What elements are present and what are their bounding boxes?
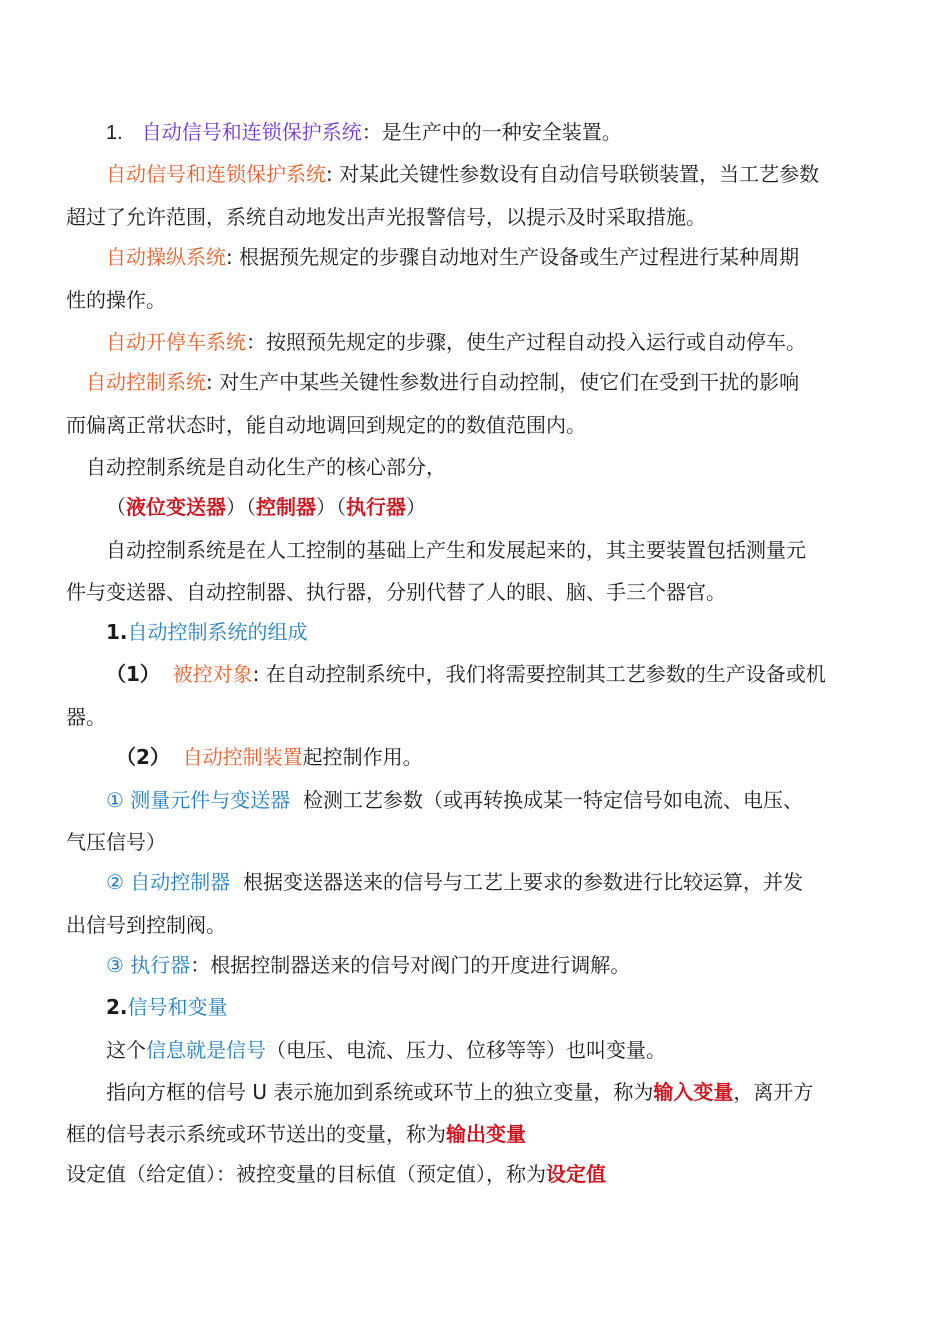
text-segment: 输出变量 xyxy=(446,1122,526,1146)
text-segment: 自动控制系统是在人工控制的基础上产生和发展起来的，其主要装置包括测量元 xyxy=(106,538,806,562)
text-segment: 执行器 xyxy=(346,495,406,519)
text-line xyxy=(0,578,950,606)
text-segment: 信号和变量 xyxy=(127,995,228,1019)
text-line xyxy=(0,868,950,896)
text-line xyxy=(0,368,950,396)
text-segment: ） xyxy=(406,495,426,519)
text-segment: 出信号到控制阀。 xyxy=(66,913,226,937)
text-segment: ，离开方 xyxy=(733,1080,814,1104)
text-line xyxy=(0,411,950,439)
text-line xyxy=(0,493,950,521)
text-segment: 信息就是信号 xyxy=(146,1038,266,1062)
text-line xyxy=(0,203,950,231)
text-line xyxy=(0,743,950,771)
text-segment: 这个 xyxy=(106,1038,146,1062)
text-segment: ）（ xyxy=(316,495,346,519)
text-segment: : 对某此关键性参数设有自动信号联锁装置，当工艺参数 xyxy=(326,162,820,186)
text-line xyxy=(0,786,950,814)
text-line xyxy=(0,1160,950,1188)
text-segment: 自动信号和连锁保护系统 xyxy=(122,120,362,144)
text-segment: （ xyxy=(106,495,126,519)
text-segment: : 在自动控制系统中，我们将需要控制其工艺参数的生产设备或机 xyxy=(252,662,826,686)
text-segment: 起控制作用。 xyxy=(302,745,423,769)
text-segment: 设定值 xyxy=(546,1162,606,1186)
text-line xyxy=(0,1036,950,1064)
text-line xyxy=(0,1120,950,1148)
text-segment: （1） xyxy=(106,662,160,686)
text-segment: 自动信号和连锁保护系统 xyxy=(106,162,326,186)
text-segment: 自动控制装置 xyxy=(169,745,303,769)
text-line xyxy=(0,703,950,731)
text-segment: ① 测量元件与变送器 xyxy=(106,788,291,812)
text-segment: 指向方框的信号 U 表示施加到系统或环节上的独立变量，称为 xyxy=(106,1080,654,1104)
text-segment: 而偏离正常状态时，能自动地调回到规定的的数值范围内。 xyxy=(66,413,586,437)
text-segment: 液位变送器 xyxy=(126,495,226,519)
text-line xyxy=(0,243,950,271)
text-segment: 设定值（给定值）：被控变量的目标值（预定值），称为 xyxy=(66,1162,546,1186)
text-segment: 1. xyxy=(106,122,123,144)
text-segment: 气压信号） xyxy=(66,830,166,854)
text-line xyxy=(0,951,950,979)
text-segment: （2） xyxy=(116,745,170,769)
text-line xyxy=(0,618,950,646)
text-line xyxy=(0,828,950,856)
text-line xyxy=(0,993,950,1021)
text-line xyxy=(0,286,950,314)
text-segment: ：根据控制器送来的信号对阀门的开度进行调解。 xyxy=(190,953,631,977)
text-segment: ）（ xyxy=(226,495,256,519)
text-segment: （电压、电流、压力、位移等等）也叫变量。 xyxy=(266,1038,666,1062)
text-line xyxy=(0,160,950,188)
text-segment: 件与变送器、自动控制器、执行器，分别代替了人的眼、脑、手三个器官。 xyxy=(66,580,726,604)
text-line xyxy=(0,660,950,688)
text-segment: 自动控制系统的组成 xyxy=(127,620,308,644)
text-segment: : 对生产中某些关键性参数进行自动控制，使它们在受到干扰的影响 xyxy=(206,370,800,394)
text-segment: 自动开停车系统 xyxy=(106,330,246,354)
text-segment: 器。 xyxy=(66,705,106,729)
text-segment: 超过了允许范围，系统自动地发出声光报警信号，以提示及时采取措施。 xyxy=(66,205,706,229)
text-segment: 被控对象 xyxy=(159,662,253,686)
text-segment: 1. xyxy=(106,620,128,644)
text-segment: 检测工艺参数（或再转换成某一特定信号如电流、电压、 xyxy=(290,788,804,812)
text-segment: 自动控制系统 xyxy=(86,370,206,394)
text-segment: : 根据预先规定的步骤自动地对生产设备或生产过程进行某种周期 xyxy=(226,245,800,269)
text-line xyxy=(0,453,950,481)
text-segment: 输入变量 xyxy=(653,1080,734,1104)
text-segment: 2. xyxy=(106,995,128,1019)
text-line xyxy=(0,118,950,147)
text-segment: ② 自动控制器 xyxy=(106,870,231,894)
text-line xyxy=(0,911,950,939)
text-segment: ：按照预先规定的步骤，使生产过程自动投入运行或自动停车。 xyxy=(246,330,806,354)
text-segment: 自动控制系统是自动化生产的核心部分， xyxy=(86,455,446,479)
text-segment: 自动操纵系统 xyxy=(106,245,226,269)
text-segment: 框的信号表示系统或环节送出的变量，称为 xyxy=(66,1122,446,1146)
text-segment: 控制器 xyxy=(256,495,316,519)
text-segment: 性的操作。 xyxy=(66,288,166,312)
text-segment: ③ 执行器 xyxy=(106,953,191,977)
text-line xyxy=(0,328,950,356)
text-line xyxy=(0,536,950,564)
text-segment: ：是生产中的一种安全装置。 xyxy=(361,120,622,144)
text-line xyxy=(0,1078,950,1106)
text-segment: 根据变送器送来的信号与工艺上要求的参数进行比较运算，并发 xyxy=(230,870,804,894)
